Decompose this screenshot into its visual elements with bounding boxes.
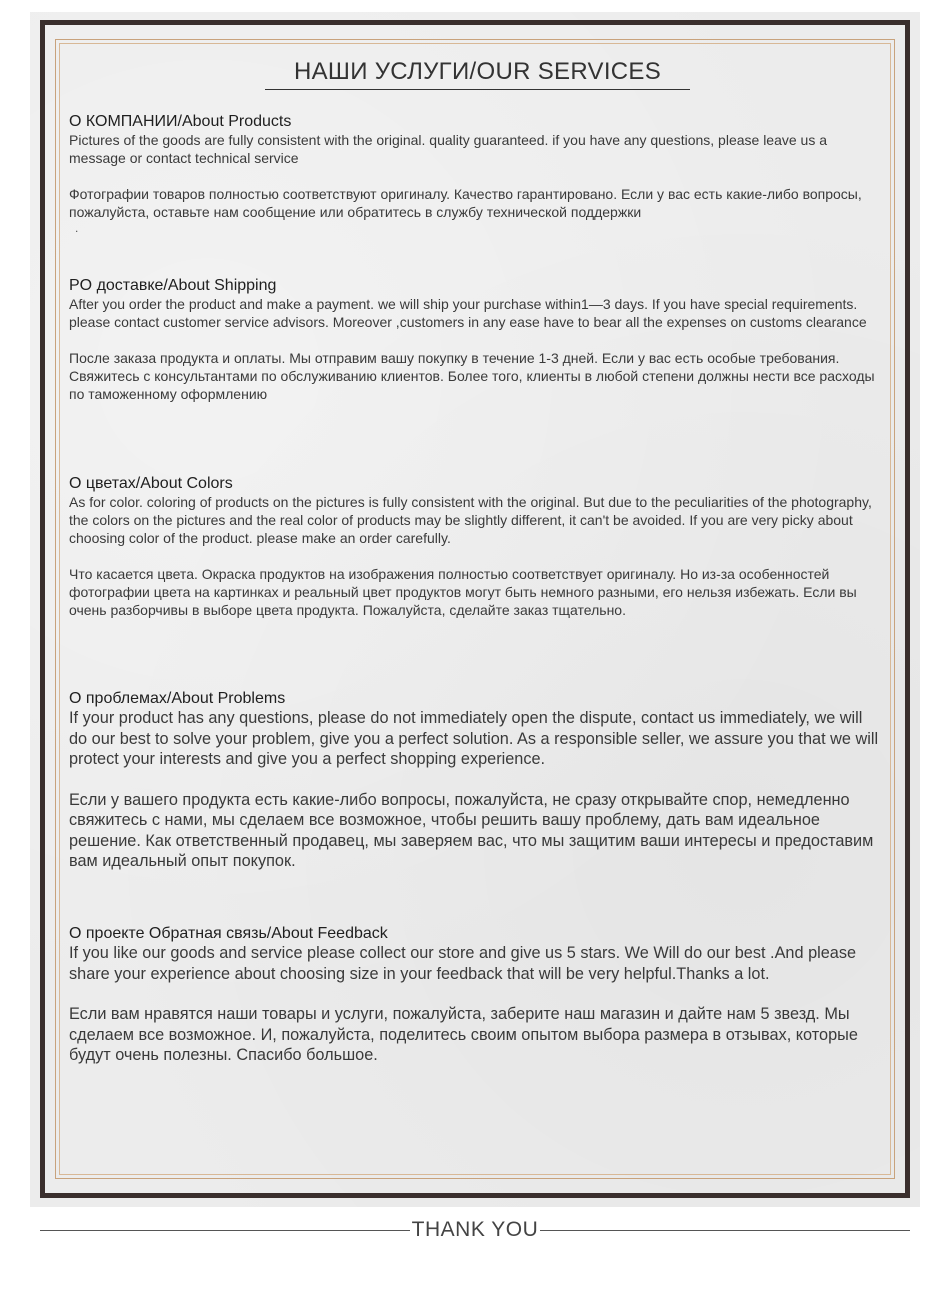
section-heading: О проблемах/About Problems <box>69 690 286 707</box>
section-text-en: If your product has any questions, please do not immediately open the dispute, contact us immediately, we will do our best to solve your problem, give you a perfect solution. As a responsible seller, we assure you that we will protect your interests and give you a perfect shopping experience. <box>69 709 879 768</box>
section-text-en: As for color. coloring of products on the pictures is fully consistent with the original. But due to the peculiarities of the photography, the colors on the pictures and the real color of products may be slightly different, it can't be avoided. If you are very picky about choosing color of the product. please make an order carefully. <box>69 494 872 546</box>
page-title: НАШИ УСЛУГИ/OUR SERVICES <box>265 58 690 90</box>
footer-divider-right <box>540 1230 910 1231</box>
section-about-colors <box>69 474 884 619</box>
section-text-en: If you like our goods and service please collect our store and give us 5 stars. We Will do our best .And please share your experience about choosing size in your feedback that will be very helpful.Thanks a lot. <box>69 944 857 983</box>
section-heading: О КОМПАНИИ/About Products <box>69 113 292 130</box>
section-text-en: After you order the product and make a payment. we will ship your purchase within1—3 days. If you have special requirements. please contact customer service advisors. Moreover ,customers in any ease have to bear all the expenses on customs clearance <box>69 296 867 330</box>
footer-divider-left <box>40 1230 410 1231</box>
section-heading: PO доставке/About Shipping <box>69 277 277 294</box>
section-about-problems <box>69 689 884 872</box>
section-text-ru: Если вам нравятся наши товары и услуги, пожалуйста, заберите наш магазин и дайте нам 5 звезд. Мы сделаем все возможное. И, пожалуйста, поделитесь своим опытом выбора размера в отзывах, которые будут очень полезны. Спасибо большое. <box>69 1005 858 1064</box>
trailing-dot: . <box>75 221 79 235</box>
section-about-shipping <box>69 276 884 403</box>
section-text-ru: После заказа продукта и оплаты. Мы отправим вашу покупку в течение 1-3 дней. Если у вас есть особые требования. Свяжитесь с консультантами по обслуживанию клиентов. Более того, клиенты в любой степени должны нести все расходы по таможенному оформлению <box>69 350 875 402</box>
section-about-products <box>69 112 884 235</box>
section-about-feedback <box>69 924 884 1066</box>
thank-you-text: THANK YOU <box>411 1218 539 1241</box>
section-text-ru: Если у вашего продукта есть какие-либо вопросы, пожалуйста, не сразу открывайте спор, немедленно свяжитесь с нами, мы сделаем все возможное, чтобы решить вашу проблему, дать вам идеальное решение. Как ответственный продавец, мы заверяем вас, что мы защитим ваши интересы и предоставим вам идеальный опыт покупок. <box>69 790 874 870</box>
section-text-ru: Фотографии товаров полностью соответствуют оригиналу. Качество гарантировано. Если у вас есть какие-либо вопросы, пожалуйста, оставьте нам сообщение или обратитесь в службу технической поддержки <box>69 186 862 220</box>
section-heading: О цветах/About Colors <box>69 475 233 492</box>
section-heading: О проекте Обратная связь/About Feedback <box>69 925 388 942</box>
section-text-en: Pictures of the goods are fully consistent with the original. quality guaranteed. if you have any questions, please leave us a message or contact technical service <box>69 132 828 166</box>
section-text-ru: Что касается цвета. Окраска продуктов на изображения полностью соответствует оригиналу. Но из-за особенностей фотографии цвета на картинках и реальный цвет продуктов могут быть немного разными, его нельзя избежать. Если вы очень разборчивы в выборе цвета продукта. Пожалуйста, сделайте заказ тщательно. <box>69 566 857 618</box>
